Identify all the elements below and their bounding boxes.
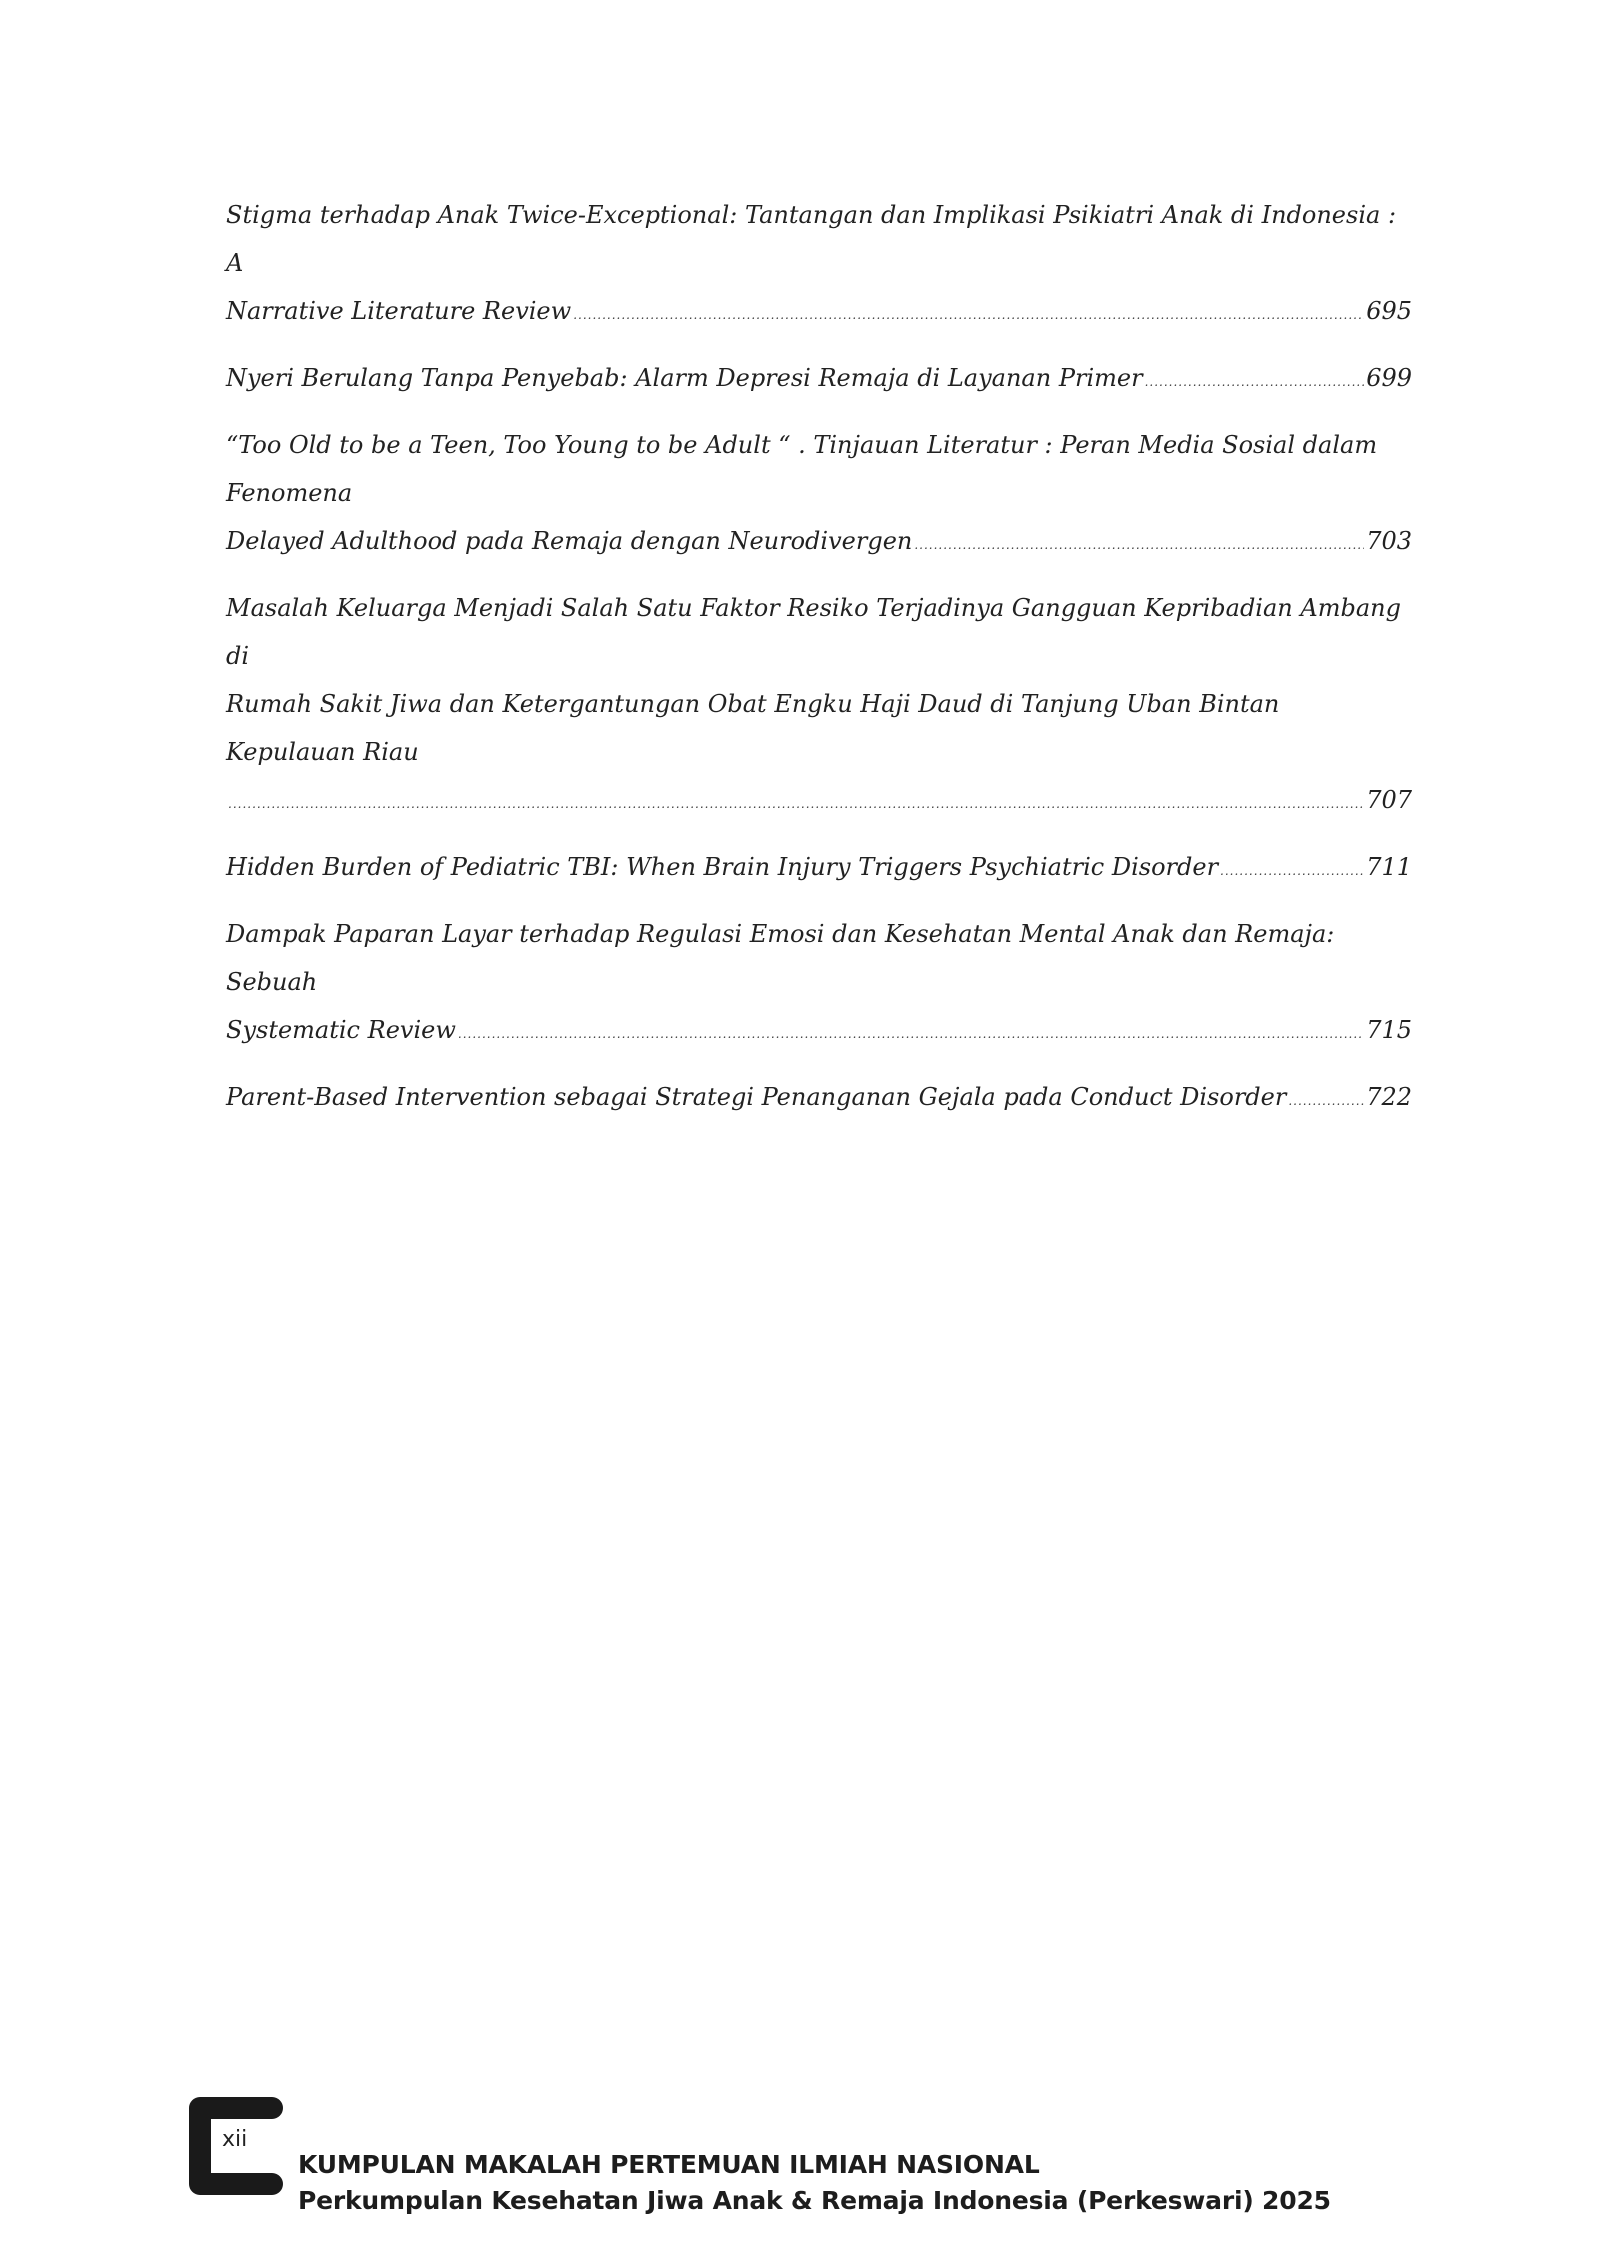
toc-entry[interactable] (226, 910, 1412, 1058)
toc-entry[interactable] (226, 843, 1412, 895)
toc-entry-title-end: Delayed Adulthood pada Remaja dengan Neurodivergen (226, 527, 913, 555)
footer-title (298, 2147, 1331, 2219)
toc-entry[interactable] (226, 1073, 1412, 1125)
toc-entry-title-line: Rumah Sakit Jiwa dan Ketergantungan Obat Engku Haji Daud di Tanjung Uban Bintan Kepulauan Riau (226, 690, 1280, 766)
toc-dot-leader (458, 1010, 1364, 1058)
toc-page-number: 715 (1366, 1016, 1412, 1044)
footer-title-line1: KUMPULAN MAKALAH PERTEMUAN ILMIAH NASIONAL (298, 2150, 1040, 2179)
toc-page-number: 703 (1366, 527, 1412, 555)
toc-page-number: 707 (1366, 786, 1412, 814)
toc-dot-leader (914, 521, 1364, 569)
toc-entry[interactable] (226, 584, 1412, 828)
toc-entry-title-line: Dampak Paparan Layar terhadap Regulasi Emosi dan Kesehatan Mental Anak dan Remaja: Sebuah (226, 920, 1335, 996)
toc-dot-leader (573, 291, 1364, 339)
toc-dot-leader (1288, 1077, 1364, 1125)
toc-page-number: 699 (1366, 364, 1412, 392)
toc-dot-leader (1145, 358, 1365, 406)
toc-entry-title-line: Stigma terhadap Anak Twice-Exceptional: Tantangan dan Implikasi Psikiatri Anak di Indonesia : A (226, 201, 1397, 277)
footer-title-line2: Perkumpulan Kesehatan Jiwa Anak & Remaja Indonesia (Perkeswari) 2025 (298, 2186, 1331, 2215)
toc-entry[interactable] (226, 354, 1412, 406)
toc-entry-title-end: Systematic Review (226, 1016, 456, 1044)
toc-dot-leader (1220, 847, 1364, 895)
toc-entry[interactable] (226, 421, 1412, 569)
toc-dot-leader (228, 780, 1364, 828)
toc-entry[interactable] (226, 191, 1412, 339)
toc-entry-title-end: Nyeri Berulang Tanpa Penyebab: Alarm Depresi Remaja di Layanan Primer (226, 364, 1143, 392)
toc-entry-title-end: Parent-Based Intervention sebagai Strategi Penanganan Gejala pada Conduct Disorder (226, 1083, 1287, 1111)
toc-entry-title-end: Hidden Burden of Pediatric TBI: When Brain Injury Triggers Psychiatric Disorder (226, 853, 1219, 881)
toc-entry-title-line: Masalah Keluarga Menjadi Salah Satu Faktor Resiko Terjadinya Gangguan Kepribadian Ambang di (226, 594, 1401, 670)
toc-entry-title-end: Narrative Literature Review (226, 297, 572, 325)
toc-page-number: 722 (1366, 1083, 1412, 1111)
toc-entry-title-line: “Too Old to be a Teen, Too Young to be Adult “ . Tinjauan Literatur : Peran Media Sosial dalam Fenomena (226, 431, 1378, 507)
page-number: xii (222, 2127, 248, 2152)
toc-page-number: 695 (1366, 297, 1412, 325)
table-of-contents (226, 191, 1412, 1140)
toc-page-number: 711 (1366, 853, 1412, 881)
